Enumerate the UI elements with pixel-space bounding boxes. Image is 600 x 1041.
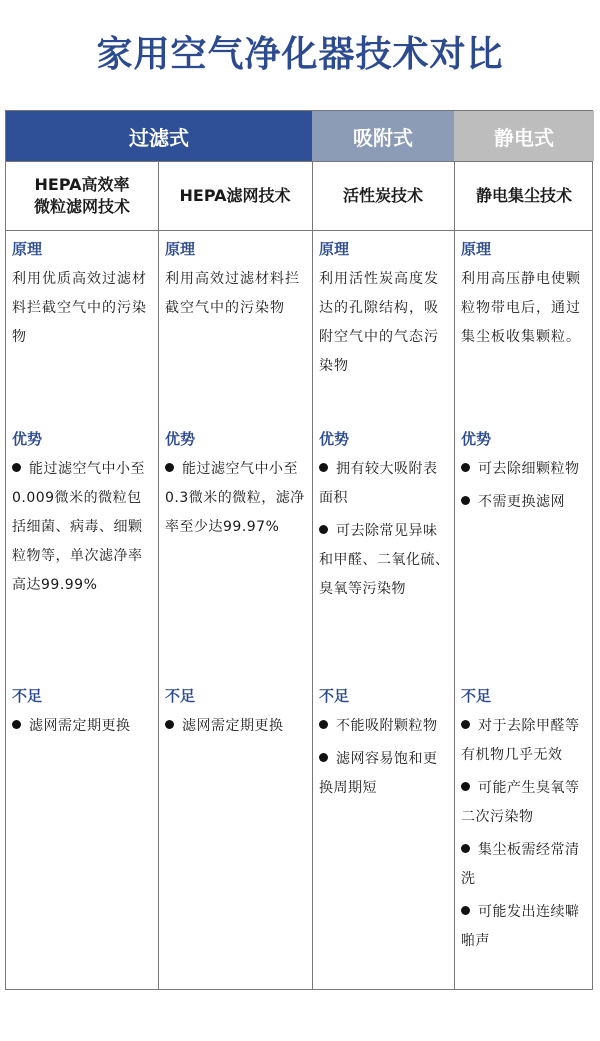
header-adsorb: 吸附式 — [312, 111, 454, 161]
principle-text: 利用活性炭高度发达的孔隙结构，吸附空气中的气态污染物 — [319, 271, 439, 374]
disadvantage-label: 不足 — [319, 687, 350, 705]
principle-label: 原理 — [461, 240, 492, 258]
bullet-icon — [461, 782, 470, 791]
bullet-icon — [12, 463, 21, 472]
disadvantage-label: 不足 — [12, 687, 43, 705]
column-carbon — [313, 230, 454, 989]
advantage-section — [12, 428, 154, 604]
advantage-label: 优势 — [319, 430, 350, 448]
bullet-icon — [319, 753, 328, 762]
advantage-item: 可去除常见异味和甲醛、二氧化硫、臭氧等污染物 — [319, 523, 450, 597]
advantage-section — [461, 428, 590, 521]
header-static: 静电式 — [454, 111, 594, 161]
principle-text: 利用高效过滤材料拦截空气中的污染物 — [165, 271, 300, 316]
bullet-icon — [461, 906, 470, 915]
disadvantage-item: 滤网容易饱和更换周期短 — [319, 751, 438, 796]
disadvantage-section — [461, 685, 590, 960]
disadvantage-item: 对于去除甲醛等有机物几乎无效 — [461, 718, 580, 763]
bullet-icon — [165, 720, 174, 729]
advantage-item: 能过滤空气中小至0.009微米的微粒包括细菌、病毒、细颗粒物等，单次滤净率高达99.99% — [12, 461, 145, 593]
disadvantage-item: 可能产生臭氧等二次污染物 — [461, 780, 580, 825]
disadvantage-item: 滤网需定期更换 — [12, 712, 154, 741]
principle-text: 利用高压静电使颗粒物带电后，通过集尘板收集颗粒。 — [461, 271, 581, 345]
disadvantage-label: 不足 — [461, 687, 492, 705]
disadvantage-section — [165, 685, 308, 745]
advantage-section — [165, 428, 308, 546]
principle-section — [319, 238, 450, 381]
column-static — [455, 230, 594, 989]
column-hepa-high — [6, 230, 158, 989]
bullet-icon — [461, 844, 470, 853]
header-filter: 过滤式 — [6, 111, 312, 161]
advantage-item: 不需更换滤网 — [461, 488, 590, 517]
advantage-item: 拥有较大吸附表面积 — [319, 461, 438, 506]
disadvantage-section — [319, 685, 450, 807]
tech-name-hepa-high: HEPA高效率 微粒滤网技术 — [33, 175, 130, 216]
principle-section — [165, 238, 308, 323]
technology-name-row — [6, 161, 592, 231]
disadvantage-section — [12, 685, 154, 745]
bullet-icon — [319, 463, 328, 472]
advantage-label: 优势 — [12, 430, 43, 448]
disadvantage-item: 集尘板需经常清洗 — [461, 842, 580, 887]
advantage-item: 能过滤空气中小至0.3微米的微粒，滤净率至少达99.97% — [165, 461, 305, 535]
page-title: 家用空气净化器技术对比 — [96, 34, 504, 75]
advantage-section — [319, 428, 450, 608]
principle-section — [461, 238, 590, 352]
advantage-label: 优势 — [461, 430, 492, 448]
bullet-icon — [461, 496, 470, 505]
bullet-icon — [319, 720, 328, 729]
principle-label: 原理 — [165, 240, 196, 258]
advantage-item: 可去除细颗粒物 — [461, 455, 590, 484]
bullet-icon — [461, 720, 470, 729]
disadvantage-item: 不能吸附颗粒物 — [319, 712, 450, 741]
principle-label: 原理 — [319, 240, 350, 258]
principle-label: 原理 — [12, 240, 43, 258]
disadvantage-item: 滤网需定期更换 — [165, 712, 308, 741]
tech-name-carbon: 活性炭技术 — [342, 186, 423, 205]
principle-text: 利用优质高效过滤材料拦截空气中的污染物 — [12, 271, 147, 345]
advantage-label: 优势 — [165, 430, 196, 448]
tech-name-static: 静电集尘技术 — [475, 186, 572, 205]
disadvantage-item: 可能发出连续噼啪声 — [461, 904, 580, 949]
disadvantage-label: 不足 — [165, 687, 196, 705]
bullet-icon — [461, 463, 470, 472]
column-hepa — [159, 230, 312, 989]
bullet-icon — [319, 525, 328, 534]
bullet-icon — [12, 720, 21, 729]
bullet-icon — [165, 463, 174, 472]
tech-name-hepa: HEPA滤网技术 — [179, 186, 291, 205]
principle-section — [12, 238, 154, 352]
comparison-table — [5, 110, 593, 990]
